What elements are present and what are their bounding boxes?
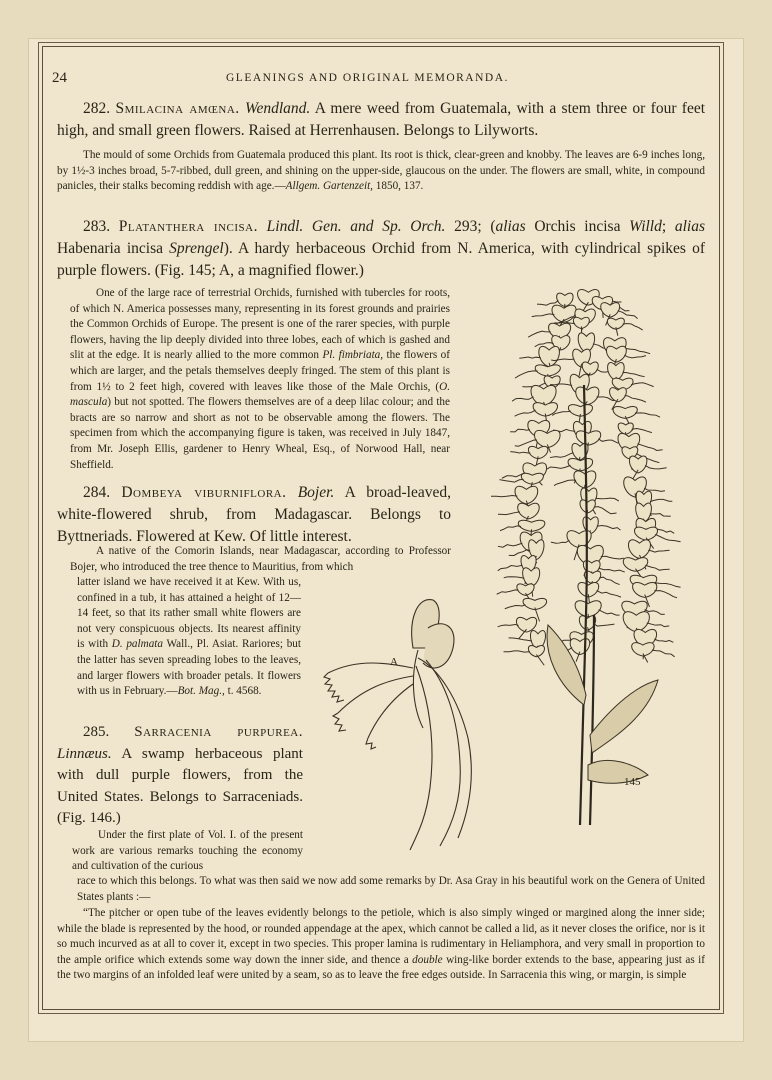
entry-283-note — [70, 286, 450, 473]
alias-authority: Willd — [629, 218, 662, 235]
entry-number: 284. — [83, 484, 111, 501]
entry-summary: A swamp herbaceous plant with dull purple flowers, from the United States. Belongs to Sarraceniads. (Fig. 146.) — [57, 745, 303, 826]
page-header — [50, 70, 710, 90]
note-text: race to which this belongs. To what was then said we now add some remarks by Dr. Asa Gray in his beautiful work on the Genera of United States plants :— — [77, 875, 705, 903]
entry-283-heading: 283. Platanthera incisa. Lindl. Gen. and Sp. Orch. 293; (alias Orchis incisa Willd; alias Habenaria incisa Sprengel). A hardy herbaceous Orchid from N. America, with cylindrical spikes of purple flowers. (Fig. 145; A, a magnified flower.) — [57, 218, 706, 279]
fringed-lip — [515, 371, 538, 378]
note-source-ref: t. 4568. — [227, 685, 262, 698]
fringed-lip — [554, 480, 576, 486]
fringed-lip — [594, 507, 617, 514]
entry-282-note — [57, 148, 705, 195]
species-authority: Lindl. Gen. and Sp. Orch. — [266, 218, 446, 235]
entry-number: 282. — [83, 100, 111, 117]
fringed-lip — [547, 465, 570, 469]
fringed-lip — [510, 452, 530, 454]
fringed-lip — [648, 550, 669, 552]
flower-illustration — [318, 588, 498, 853]
figure-label-a: A — [390, 656, 398, 668]
fringed-lip — [652, 650, 675, 657]
fringed-lip — [532, 314, 555, 317]
fringed-lip — [509, 638, 532, 641]
entry-285-note — [77, 874, 705, 905]
entry-285-quote — [57, 906, 705, 984]
entry-284-note-lead — [70, 544, 451, 575]
fringed-lip — [510, 429, 530, 432]
fringed-lip — [537, 301, 558, 306]
fringed-lip — [504, 651, 530, 652]
note-text: Wall., Pl. Asiat. Rariores; but the latter has seven spreading lobes to the leaves, and larger flowers with broader petals. It flowers with us in February.— — [77, 638, 301, 698]
entry-285-heading — [57, 722, 303, 830]
orchid-flower — [629, 456, 646, 480]
note-text: A native of the Comorin Islands, near Madagascar, according to Professor Bojer, who introduced the tree thence to Mauritius, from which — [70, 545, 451, 573]
alias-authority: Sprengel — [169, 240, 224, 257]
fringed-lip — [625, 396, 646, 403]
quote-text: “The pitcher or open tube of the leaves evidently belongs to the petiole, which is also simply winged or margined along the inner side; while the blade is represented by the hood, or rounded appendage at the apex, which cannot be called a lid, as it never closes the orifice, nor is it so much incurved as at all to cover it, except in two species. This proper lamina is rudimentary in Heliamphora, and very small in proportion to the ample orifice which extends some way down the inner side, and thence a — [57, 907, 705, 966]
species-name: Smilacina amœna. — [115, 100, 240, 117]
quote-text: wing-like border extends to the base, appearing just as if the two margins of an infolded leaf were united by a seam, so as to leave the free edges outside. In Sarracenia this wing, or margin, is simple — [57, 953, 706, 982]
fringed-lip — [498, 512, 520, 515]
entry-number: 283. — [83, 218, 111, 235]
fringed-lip — [505, 605, 526, 609]
fringed-lip — [601, 556, 624, 559]
fringed-lip — [551, 540, 570, 543]
fringed-lip — [500, 526, 521, 531]
fringed-lip — [623, 324, 643, 331]
fringed-lip — [650, 514, 671, 517]
note-italic: D. palmata — [111, 638, 164, 651]
fringed-lip — [654, 583, 680, 588]
fringed-lip — [498, 624, 519, 626]
alias-prefix: alias — [674, 218, 706, 235]
fringed-lip — [624, 348, 650, 354]
note-italic: Pl. fimbriata, — [322, 349, 384, 362]
orchid-plant-illustration — [488, 285, 703, 825]
fringed-lip — [655, 534, 680, 541]
fringed-lip — [650, 499, 672, 501]
fringed-lip — [528, 331, 551, 337]
fringed-lip — [654, 591, 677, 598]
fringed-lip — [654, 639, 673, 642]
orchid-flower — [632, 643, 654, 663]
fringed-lip — [497, 590, 519, 594]
fringed-lip — [638, 444, 663, 451]
note-source: Allgem. Gartenzeit, — [285, 180, 373, 193]
fringed-lip — [498, 565, 523, 571]
running-title: GLEANINGS AND ORIGINAL MEMORANDA. — [226, 72, 509, 84]
fringed-lip — [597, 591, 621, 598]
alias-prefix: alias — [495, 218, 526, 235]
reference: 293; ( — [454, 218, 496, 235]
fringed-lip — [491, 495, 517, 496]
note-source: Bot. Mag., — [177, 685, 225, 698]
fringed-lip — [645, 565, 669, 570]
entry-284-heading — [57, 482, 451, 548]
entry-285-note-lead — [72, 828, 303, 875]
fringed-lip — [632, 429, 652, 433]
note-source-ref: 1850, 137. — [375, 180, 424, 193]
fringed-lip — [597, 525, 621, 530]
fringed-lip — [535, 343, 554, 347]
page-number: 24 — [52, 70, 67, 86]
entry-number: 285. — [83, 724, 110, 740]
fringed-lip — [499, 479, 523, 482]
fringed-lip — [595, 498, 619, 501]
quote-italic: double — [412, 953, 443, 966]
fringed-lip — [631, 383, 654, 387]
orchid-flower — [528, 645, 544, 665]
species-name: Sarracenia purpurea. — [134, 724, 303, 740]
note-italic: O. mascula — [70, 380, 450, 409]
entry-summary: ). A hardy herbaceous Orchid from N. America, with cylindrical spikes of purple flowers. (Fig. 145; A, a magnified flower.) — [57, 240, 706, 279]
fringed-lip — [599, 577, 619, 584]
fringed-lip — [644, 488, 665, 491]
species-authority: Linnæus. — [57, 745, 112, 762]
fringed-lip — [512, 397, 533, 401]
note-text: the flowers of which are larger, and the petals themselves deeply fringed. The stem of this plant is from 1½ to 2 feet high, covered with leaves like those of the Male Orchis, ( — [70, 349, 450, 393]
species-name: Dombeya viburniflora. — [121, 484, 287, 501]
alias-name: Habenaria incisa — [57, 240, 163, 257]
orchid-flower — [607, 318, 624, 336]
fringed-lip — [635, 413, 660, 417]
figure-label-145: 145 — [624, 776, 641, 788]
entry-summary: A broad-leaved, white-flowered shrub, from Madagascar. Belongs to Byttneriads. Flowered at Kew. Of little interest. — [57, 484, 451, 545]
note-text: One of the large race of terrestrial Orchids, furnished with tubercles for roots, of which N. America possesses many, representing in its forest grounds and prairies the Common Orchids of Europe. The present is one of the rarer species, with purple flowers, having the lip deeply divided into three lobes, each of which is gashed and slit at the edge. It is nearly allied to the more common — [70, 287, 450, 362]
species-authority: Bojer. — [297, 484, 335, 501]
orchid-flower — [570, 639, 589, 662]
alias-name: Orchis incisa — [534, 218, 621, 235]
fringed-lip — [624, 355, 646, 358]
fringed-lip — [599, 610, 620, 615]
fringed-lip — [594, 624, 614, 626]
note-text: Under the first plate of Vol. I. of the present work are various remarks touching the economy and cultivation of the curious — [72, 829, 303, 873]
note-text: latter island we have received it at Kew. With us, confined in a tub, it has attained a height of 12—14 feet, so that its rather small white flowers are not very conspicuous objects. Its nearest affinity is with — [77, 576, 301, 651]
entry-282-heading — [57, 98, 705, 142]
fringed-lip — [504, 577, 525, 578]
fringed-lip — [623, 372, 645, 376]
entry-284-note — [77, 575, 301, 700]
entry-summary: A mere weed from Guatemala, with a stem three or four feet high, and small green flowers. Raised at Herrenhausen. Belongs to Lilyworts. — [57, 100, 706, 139]
note-text: ) but not spotted. The flowers themselves are of a deep lilac colour; and the bracts are so narrow and short as not to be observable among the flowers. The specimen from which the accompanying figure is taken, was received in July 1847, from Mr. Joseph Ellis, gardener to Henry Wheal, Esq., of Norwood Hall, near Sheffield. — [70, 396, 450, 471]
fringed-lip — [550, 453, 574, 458]
fringed-lip — [618, 311, 638, 319]
fringed-lip — [515, 440, 537, 446]
fringed-lip — [498, 543, 522, 547]
fringed-lip — [519, 357, 541, 358]
fringed-lip — [515, 410, 536, 416]
note-text: The mould of some Orchids from Guatemala produced this plant. Its root is thick, clear-green and knobby. The leaves are 6-9 inches long, by 1½-3 inches broad, 5-7-ribbed, dull green, and shining on the upper-side, glaucous on the under. The flowers are small, white, in compound panicles, their stalks becoming reddish with age.— — [57, 149, 705, 193]
fringed-lip — [598, 568, 624, 572]
fringed-lip — [645, 465, 666, 468]
fringed-lip — [647, 623, 669, 627]
species-name: Platanthera incisa. — [118, 218, 258, 235]
species-authority: Wendland. — [244, 100, 311, 117]
